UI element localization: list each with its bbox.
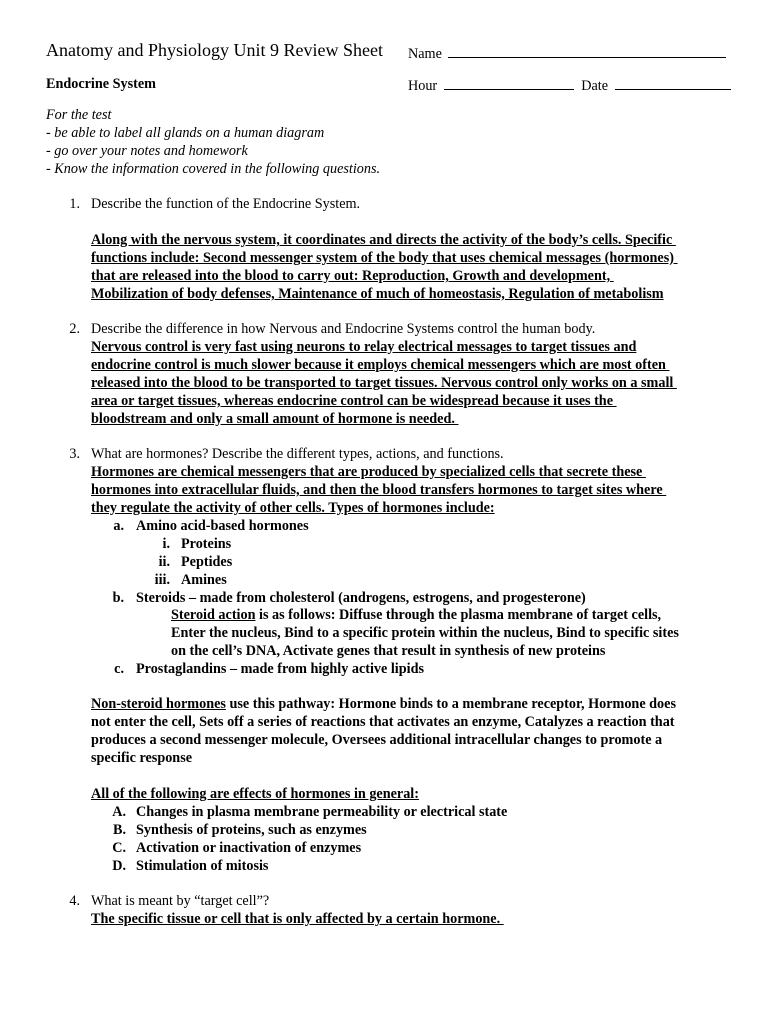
type-a-item-marker: iii.: [154, 572, 170, 588]
hour-label: Hour: [408, 78, 438, 94]
type-a-marker: a.: [113, 518, 124, 534]
q2-number: 2.: [69, 321, 80, 337]
hour-blank-line: [444, 77, 574, 90]
steroid-action-line: on the cell’s DNA, Activate genes that result in synthesis of new proteins: [171, 642, 606, 659]
type-c-text: Prostaglandins – made from highly active lipids: [136, 661, 424, 677]
q3-answer: [91, 464, 666, 518]
date-blank-line: [615, 77, 731, 90]
answer-line: Along with the nervous system, it coordinates and directs the activity of the body’s cells. Specific: [91, 232, 676, 248]
intro-line: - Know the information covered in the following questions.: [46, 160, 381, 177]
effect-marker: B.: [112, 822, 126, 838]
effect-marker: C.: [112, 840, 126, 856]
q1-answer: [91, 232, 678, 304]
steroid-action-label: Steroid action: [171, 607, 256, 623]
type-c-marker: c.: [114, 661, 124, 677]
effect-item: Synthesis of proteins, such as enzymes: [136, 822, 367, 838]
answer-line: Hormones are chemical messengers that are produced by specialized cells that secrete these: [91, 464, 646, 480]
q4-answer: The specific tissue or cell that is only affected by a certain hormone.: [91, 911, 504, 927]
q1-number: 1.: [69, 196, 80, 212]
section-subtitle: Endocrine System: [46, 76, 156, 92]
q4-number: 4.: [69, 893, 80, 909]
type-a-item: Amines: [181, 572, 227, 588]
q1-question: Describe the function of the Endocrine System.: [91, 196, 361, 212]
answer-line: released into the blood to be transported to target tissues. Nervous control only works on a small: [91, 374, 677, 391]
type-a-text: Amino acid-based hormones: [136, 518, 309, 534]
type-a-item-marker: ii.: [158, 554, 170, 570]
effect-marker: A.: [112, 804, 126, 820]
nonsteroid-line: not enter the cell, Sets off a series of reactions that activates an enzyme, Catalyzes a reaction that: [91, 713, 675, 730]
effect-item: Activation or inactivation of enzymes: [136, 840, 362, 856]
answer-line: area or target tissues, whereas endocrine control can be widespread because it uses the: [91, 392, 617, 409]
effect-item: Stimulation of mitosis: [136, 858, 269, 874]
date-label: Date: [581, 78, 609, 94]
q2-answer: [91, 339, 677, 429]
nonsteroid-block: [91, 696, 676, 768]
hour-date-fields[interactable]: [408, 77, 731, 96]
nonsteroid-first-line: [91, 696, 676, 714]
effect-item: Changes in plasma membrane permeability or electrical state: [136, 804, 508, 820]
q4-question: What is meant by “target cell”?: [91, 893, 270, 909]
answer-line: Mobilization of body defenses, Maintenance of much of homeostasis, Regulation of metabolism: [91, 285, 664, 302]
nonsteroid-line: produces a second messenger molecule, Oversees additional intracellular changes to promote a: [91, 731, 663, 748]
type-a-item: Proteins: [181, 536, 232, 552]
name-field[interactable]: [408, 45, 726, 64]
nonsteroid-text: use this pathway: Hormone binds to a membrane receptor, Hormone does: [225, 696, 676, 712]
answer-line: functions include: Second messenger system of the body that uses chemical messages (hormones): [91, 249, 678, 266]
answer-line: that are released into the blood to carry out: Reproduction, Growth and development,: [91, 267, 614, 284]
name-blank-line: [448, 45, 726, 58]
effects-heading: All of the following are effects of hormones in general:: [91, 786, 419, 802]
type-b-marker: b.: [112, 590, 124, 606]
nonsteroid-label: Non-steroid hormones: [91, 696, 226, 712]
effect-marker: D.: [112, 858, 126, 874]
page-title: Anatomy and Physiology Unit 9 Review Sheet: [46, 40, 383, 60]
type-a-item: Peptides: [181, 554, 233, 570]
intro-instructions: [46, 107, 380, 179]
q3-number: 3.: [69, 446, 80, 462]
nonsteroid-line: specific response: [91, 749, 193, 766]
type-b-text: Steroids – made from cholesterol (androgens, estrogens, and progesterone): [136, 590, 586, 606]
steroid-action-line: Enter the nucleus, Bind to a specific protein within the nucleus, Bind to specific sites: [171, 624, 679, 641]
intro-line: For the test: [46, 107, 112, 123]
answer-line: endocrine control is much slower because it employs chemical messengers which are most often: [91, 356, 670, 373]
answer-line: Nervous control is very fast using neurons to relay electrical messages to target tissues and: [91, 339, 637, 355]
steroid-action-text: is as follows: Diffuse through the plasma membrane of target cells,: [255, 607, 662, 623]
answer-line: they regulate the activity of other cells. Types of hormones include:: [91, 499, 495, 516]
intro-line: - go over your notes and homework: [46, 142, 248, 159]
type-a-item-marker: i.: [162, 536, 170, 552]
steroid-action-block: [171, 607, 679, 661]
q2-question: Describe the difference in how Nervous and Endocrine Systems control the human body.: [91, 321, 596, 337]
steroid-action-first-line: [171, 607, 679, 625]
answer-line: bloodstream and only a small amount of hormone is needed.: [91, 410, 459, 427]
q3-question: What are hormones? Describe the different types, actions, and functions.: [91, 446, 504, 462]
answer-line: hormones into extracellular fluids, and then the blood transfers hormones to target sites where: [91, 481, 667, 498]
intro-line: - be able to label all glands on a human diagram: [46, 124, 325, 141]
name-label: Name: [408, 46, 442, 62]
